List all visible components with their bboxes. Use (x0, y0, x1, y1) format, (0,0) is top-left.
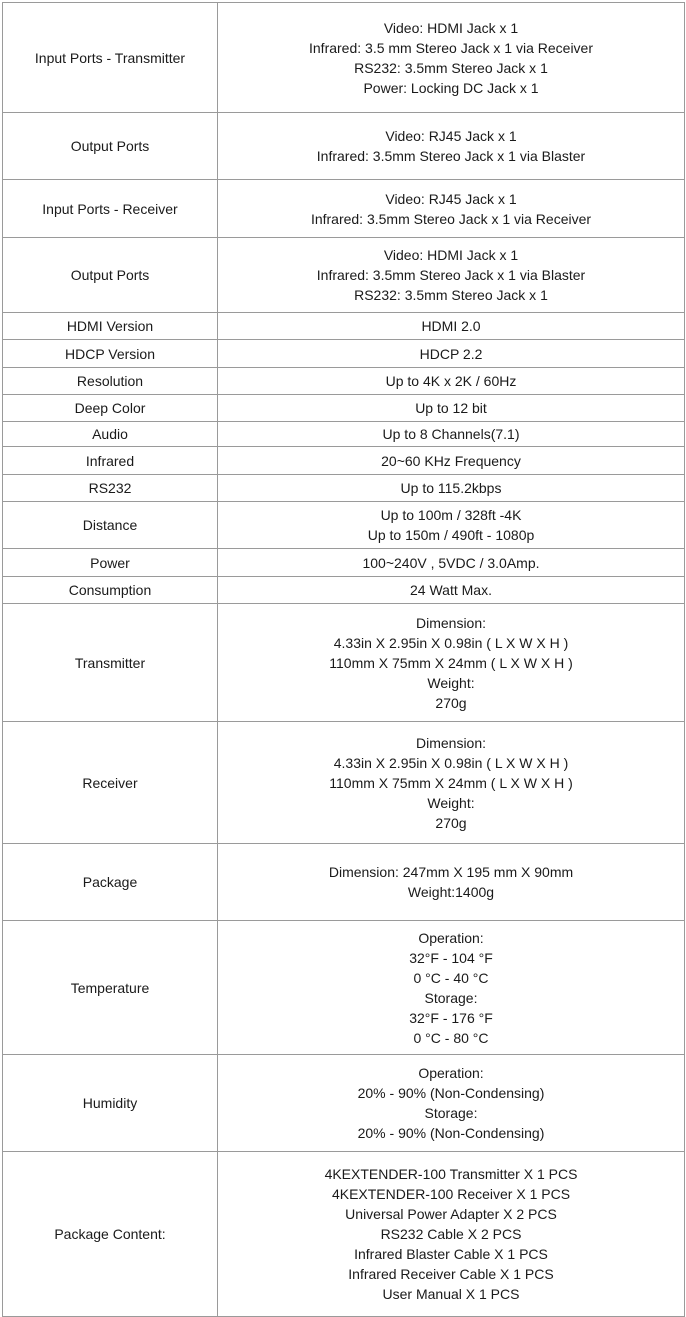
spec-value-line: 20% - 90% (Non-Condensing) (357, 1085, 545, 1101)
spec-value (218, 577, 685, 604)
spec-value-line: 4KEXTENDER-100 Transmitter X 1 PCS (324, 1166, 578, 1182)
spec-label: HDMI Version (3, 313, 218, 340)
spec-row (3, 368, 685, 395)
spec-value-line: 110mm X 75mm X 24mm ( L X W X H ) (329, 774, 573, 791)
spec-row (3, 604, 685, 722)
spec-label: Distance (3, 502, 218, 549)
spec-value-line: Operation: (418, 1065, 484, 1081)
spec-value-line: Video: RJ45 Jack x 1 (385, 128, 517, 144)
spec-value-line: Up to 12 bit (415, 400, 487, 416)
spec-value (218, 3, 685, 113)
spec-value-line: 0 °C - 40 °C (413, 969, 489, 986)
spec-value (218, 368, 685, 395)
spec-row (3, 422, 685, 447)
spec-label: Input Ports - Receiver (3, 180, 218, 238)
spec-label: Output Ports (3, 238, 218, 313)
spec-value-line: Dimension: (415, 614, 487, 631)
spec-value (218, 422, 685, 447)
spec-value-line: Up to 150m / 490ft - 1080p (367, 527, 535, 543)
spec-label: Resolution (3, 368, 218, 395)
spec-value (218, 722, 685, 844)
spec-value (218, 475, 685, 502)
spec-row (3, 313, 685, 340)
spec-value-line: 4.33in X 2.95in X 0.98in ( L X W X H ) (333, 754, 569, 771)
spec-value-line: Storage: (424, 1105, 478, 1121)
spec-label: Infrared (3, 447, 218, 475)
spec-row (3, 475, 685, 502)
spec-value-line: Video: HDMI Jack x 1 (383, 19, 519, 36)
spec-label: Package Content: (3, 1152, 218, 1317)
spec-value-line: Dimension: (415, 734, 487, 751)
spec-value-line: 0 °C - 80 °C (413, 1029, 489, 1046)
spec-value-line: Infrared: 3.5mm Stereo Jack x 1 via Blaster (316, 267, 586, 283)
spec-value-line: HDCP 2.2 (419, 345, 483, 362)
spec-value-line: Operation: (418, 929, 484, 946)
spec-value-line: Dimension: 247mm X 195 mm X 90mm (328, 864, 574, 880)
spec-value-line: 270g (435, 694, 467, 711)
spec-value-line: Video: RJ45 Jack x 1 (385, 190, 517, 207)
spec-value-line: RS232 Cable X 2 PCS (380, 1226, 522, 1242)
spec-row (3, 113, 685, 180)
spec-value-line: Up to 8 Channels(7.1) (382, 426, 520, 442)
spec-value-line: Up to 115.2kbps (400, 480, 502, 496)
spec-value-line: Universal Power Adapter X 2 PCS (345, 1206, 557, 1222)
spec-value-line: Weight: (427, 674, 475, 691)
spec-value-line: Infrared: 3.5mm Stereo Jack x 1 via Blaster (316, 148, 586, 164)
spec-label: Humidity (3, 1055, 218, 1152)
spec-value-line: Infrared: 3.5 mm Stereo Jack x 1 via Receiver (309, 39, 593, 56)
spec-row (3, 844, 685, 921)
spec-value (218, 1152, 685, 1317)
spec-value-line: Up to 4K x 2K / 60Hz (385, 373, 517, 389)
spec-label: Package (3, 844, 218, 921)
spec-value-line: Infrared Blaster Cable X 1 PCS (354, 1246, 548, 1262)
spec-row (3, 3, 685, 113)
spec-value-line: 20% - 90% (Non-Condensing) (357, 1125, 545, 1141)
spec-label: RS232 (3, 475, 218, 502)
spec-value (218, 395, 685, 422)
spec-value-line: 4.33in X 2.95in X 0.98in ( L X W X H ) (333, 634, 569, 651)
spec-value (218, 238, 685, 313)
spec-table-body (3, 3, 685, 1317)
spec-row (3, 340, 685, 368)
spec-value (218, 921, 685, 1055)
spec-label: Temperature (3, 921, 218, 1055)
spec-value (218, 180, 685, 238)
spec-value (218, 549, 685, 577)
spec-label: Transmitter (3, 604, 218, 722)
spec-value (218, 113, 685, 180)
spec-row (3, 502, 685, 549)
spec-label: Input Ports - Transmitter (3, 3, 218, 113)
spec-value-line: 20~60 KHz Frequency (381, 452, 521, 469)
spec-label: Deep Color (3, 395, 218, 422)
spec-label: Power (3, 549, 218, 577)
spec-label: Audio (3, 422, 218, 447)
spec-value-line: 24 Watt Max. (410, 582, 492, 598)
spec-label: Receiver (3, 722, 218, 844)
spec-row (3, 577, 685, 604)
spec-value (218, 502, 685, 549)
spec-value-line: Power: Locking DC Jack x 1 (363, 79, 539, 96)
spec-value (218, 1055, 685, 1152)
spec-value-line: Video: HDMI Jack x 1 (383, 247, 519, 263)
spec-value-line: 4KEXTENDER-100 Receiver X 1 PCS (331, 1186, 571, 1202)
spec-row (3, 722, 685, 844)
spec-value-line: 32°F - 176 °F (409, 1009, 493, 1026)
spec-value-line: 32°F - 104 °F (409, 949, 493, 966)
spec-value-line: Infrared Receiver Cable X 1 PCS (348, 1266, 554, 1282)
spec-row (3, 238, 685, 313)
spec-label: HDCP Version (3, 340, 218, 368)
spec-row (3, 549, 685, 577)
spec-row (3, 447, 685, 475)
spec-label: Consumption (3, 577, 218, 604)
spec-value (218, 313, 685, 340)
spec-value (218, 447, 685, 475)
spec-value-line: Infrared: 3.5mm Stereo Jack x 1 via Receiver (310, 210, 592, 227)
spec-value-line: HDMI 2.0 (421, 318, 481, 334)
spec-value (218, 340, 685, 368)
spec-label: Output Ports (3, 113, 218, 180)
spec-row (3, 1055, 685, 1152)
spec-value (218, 844, 685, 921)
spec-row (3, 395, 685, 422)
spec-value (218, 604, 685, 722)
spec-value-line: Weight:1400g (407, 884, 495, 900)
spec-value-line: Storage: (424, 989, 478, 1006)
spec-value-line: 270g (435, 814, 467, 831)
spec-table (2, 2, 685, 1317)
spec-row (3, 1152, 685, 1317)
spec-row (3, 180, 685, 238)
spec-value-line: User Manual X 1 PCS (382, 1286, 520, 1302)
spec-value-line: RS232: 3.5mm Stereo Jack x 1 (354, 59, 548, 76)
spec-value-line: 110mm X 75mm X 24mm ( L X W X H ) (329, 654, 573, 671)
spec-row (3, 921, 685, 1055)
spec-value-line: RS232: 3.5mm Stereo Jack x 1 (354, 287, 548, 303)
spec-value-line: 100~240V , 5VDC / 3.0Amp. (362, 554, 540, 571)
spec-value-line: Up to 100m / 328ft -4K (380, 507, 522, 523)
spec-value-line: Weight: (427, 794, 475, 811)
